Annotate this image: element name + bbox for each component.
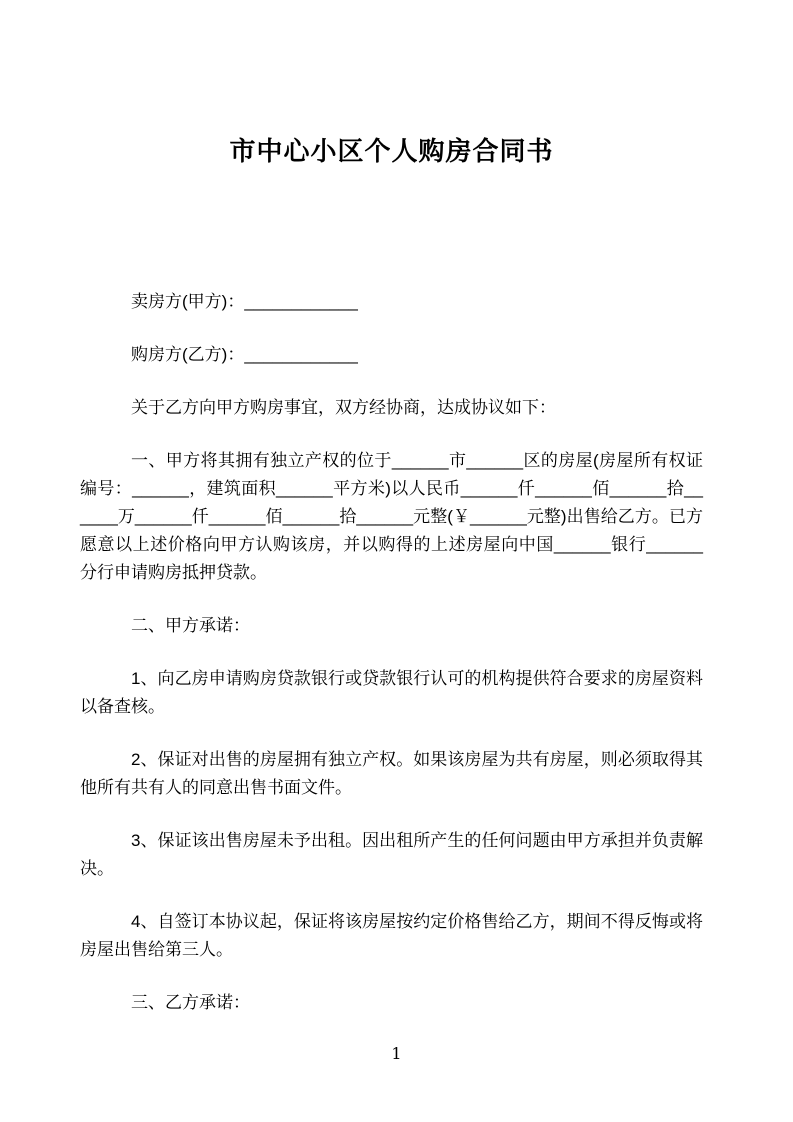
- seller-party-line: 卖房方(甲方)：____________: [131, 292, 358, 311]
- clause-2-item-1: 1、向乙房申请购房贷款银行或贷款银行认可的机构提供符合要求的房屋资料以备查核。: [80, 669, 703, 716]
- clause-2-item-3: 3、保证该出售房屋未予出租。因出租所产生的任何问题由甲方承担并负责解决。: [80, 831, 703, 878]
- clause-1-paragraph: 一、甲方将其拥有独立产权的位于______市______区的房屋(房屋所有权证编号：______，建筑面积______平方米)以人民币______仟______佰______拾______万______仟______佰______拾______元整(￥______元整)出售给乙方。已方愿意以上述价格向甲方认购该房，并以购得的上述房屋向中国______银行______分行申请购房抵押贷款。: [80, 451, 703, 582]
- clause-2-heading: 二、甲方承诺：: [131, 616, 250, 635]
- page-number: 1: [391, 1044, 402, 1063]
- buyer-party-line: 购房方(乙方)：____________: [131, 345, 358, 364]
- clause-3-heading: 三、乙方承诺：: [131, 993, 250, 1012]
- intro-paragraph: 关于乙方向甲方购房事宜，双方经协商，达成协议如下：: [131, 398, 556, 417]
- clause-2-item-2: 2、保证对出售的房屋拥有独立产权。如果该房屋为共有房屋，则必须取得其他所有共有人的同意出售书面文件。: [80, 750, 703, 797]
- clause-2-item-4: 4、自签订本协议起，保证将该房屋按约定价格售给乙方，期间不得反悔或将房屋出售给第三人。: [80, 912, 703, 959]
- document-title: 市中心小区个人购房合同书: [229, 136, 554, 166]
